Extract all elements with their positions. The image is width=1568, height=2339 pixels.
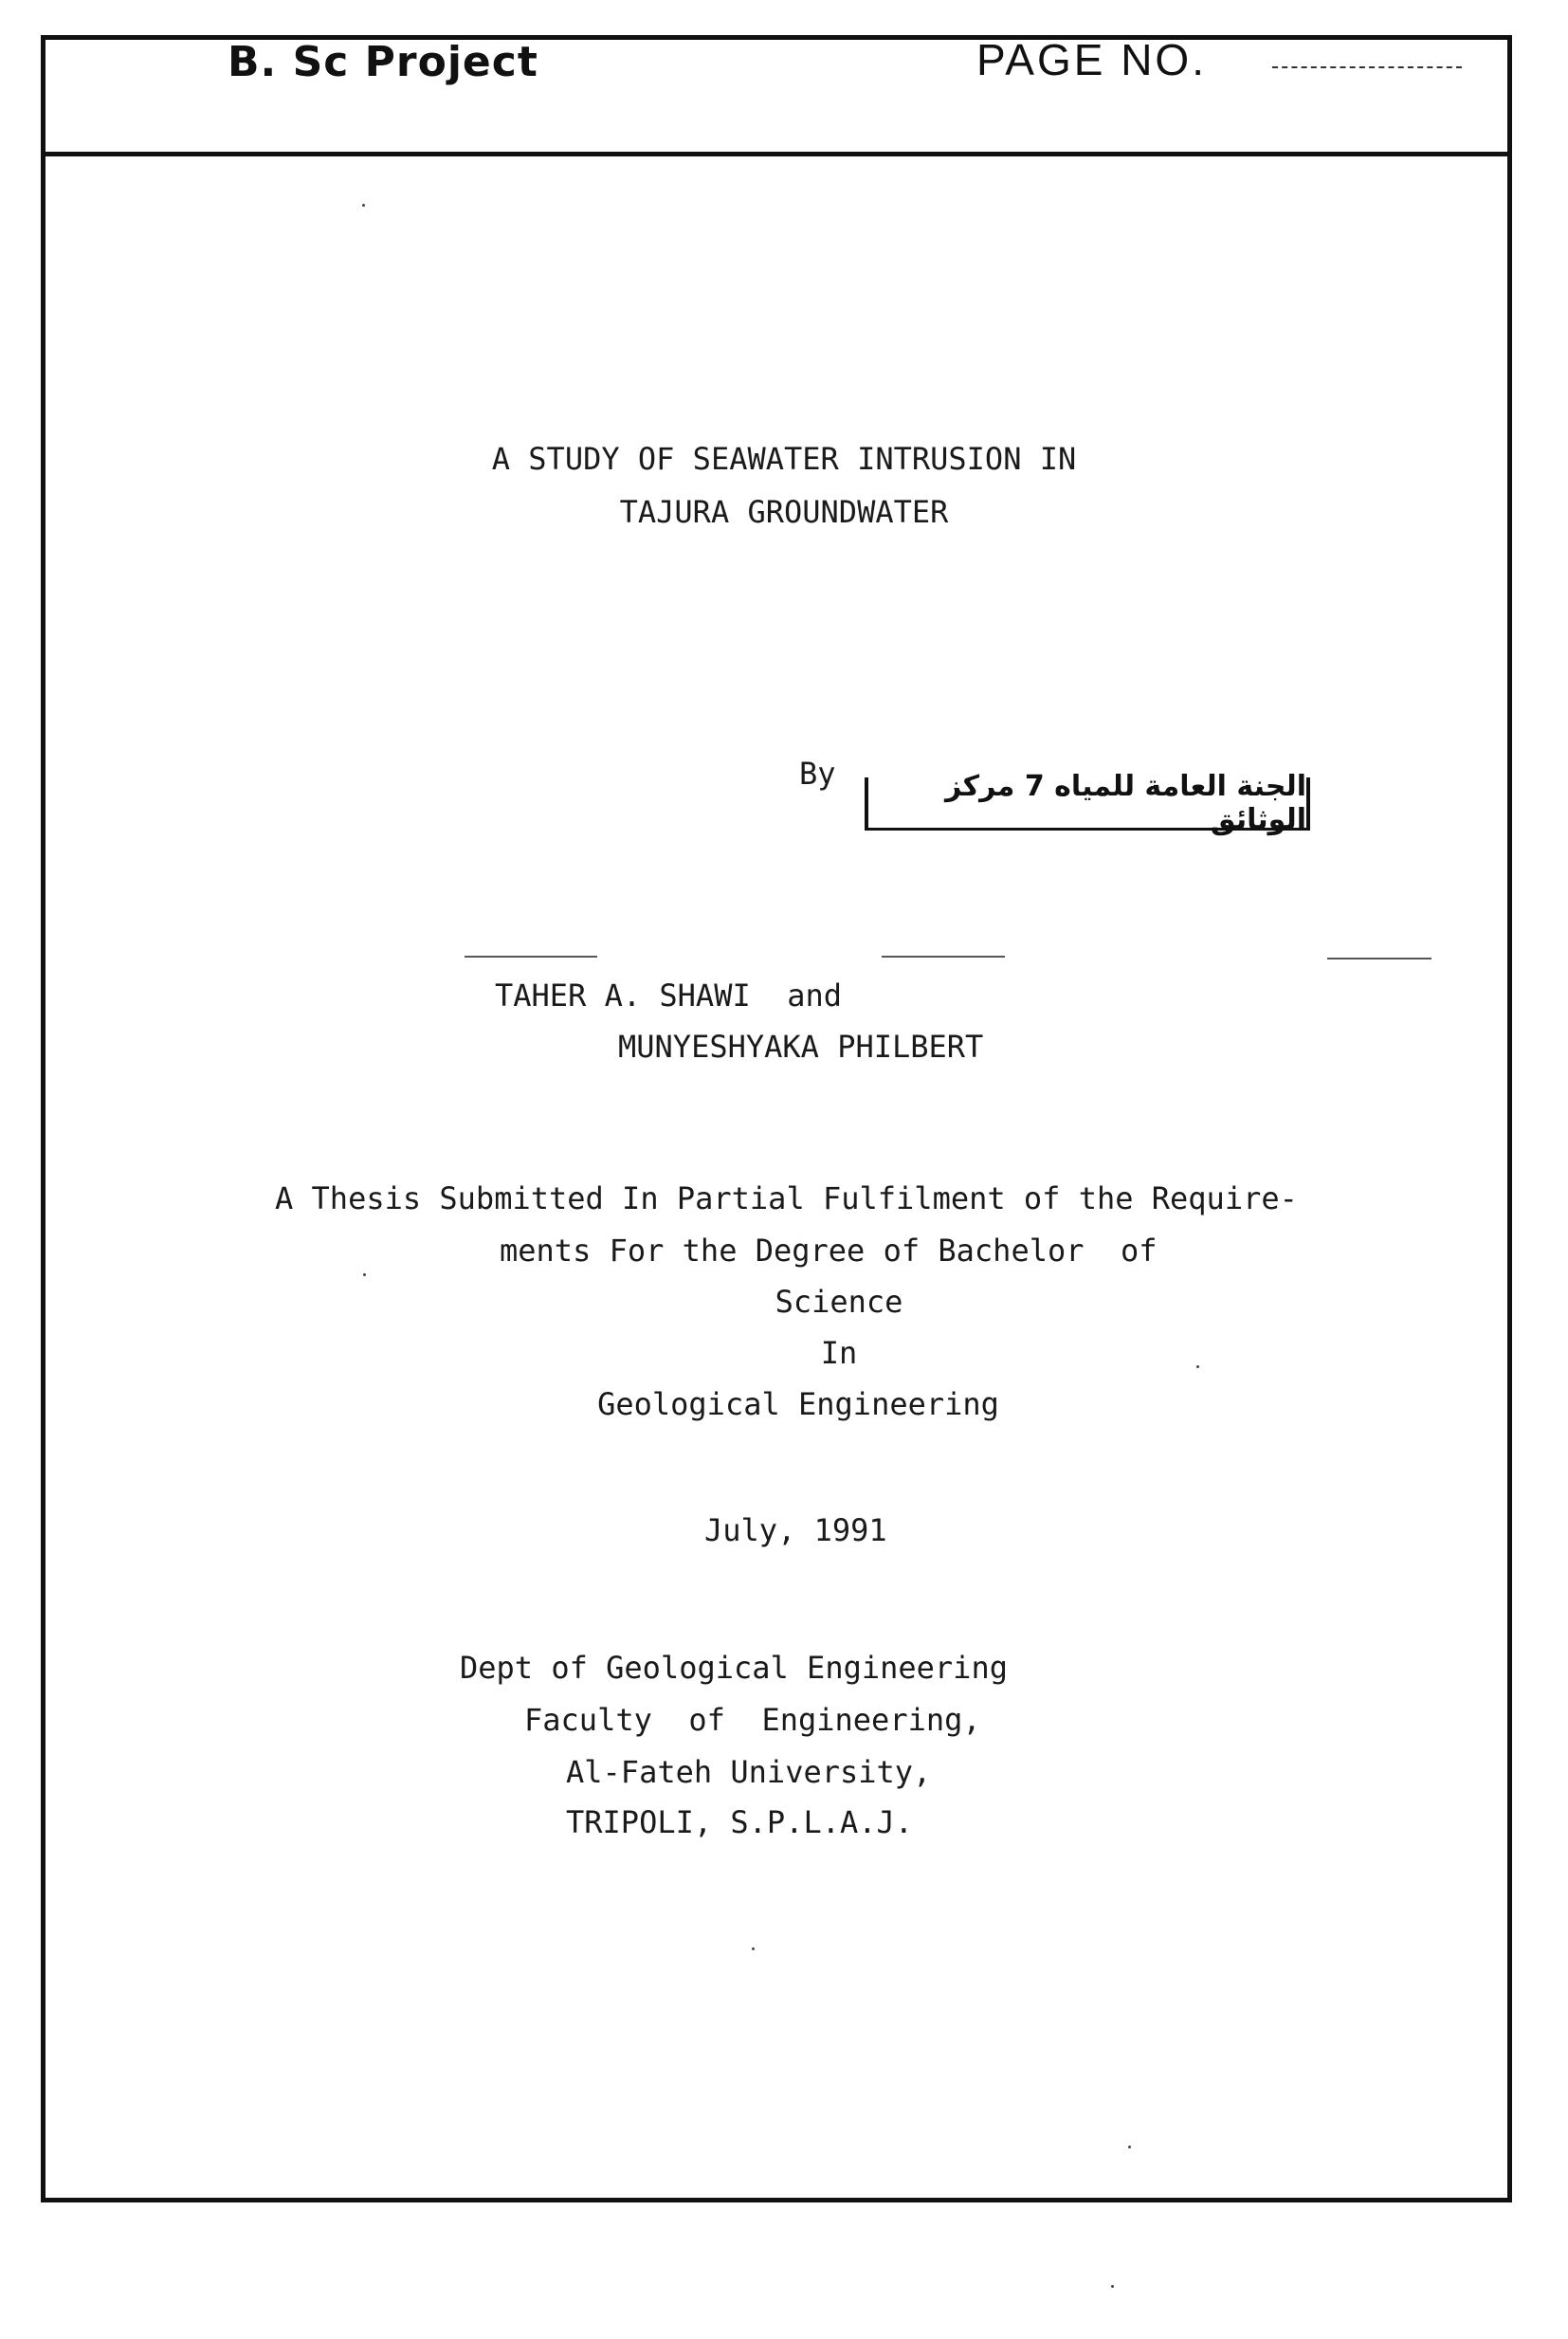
smudge-line [465,956,597,958]
institution-line-1: Dept of Geological Engineering [460,1650,1008,1686]
title-line-2: TAJURA GROUNDWATER [619,494,949,530]
page-number-blank [1272,66,1462,68]
scan-speck [752,1947,755,1950]
scan-speck [1111,2285,1114,2288]
smudge-line [882,956,1005,958]
by-label: By [799,756,836,792]
smudge-line [1327,958,1431,959]
institution-line-4: TRIPOLI, S.P.L.A.J. [566,1804,914,1840]
title-line-1: A STUDY OF SEAWATER INTRUSION IN [491,441,1077,477]
thesis-line-5: Geological Engineering [597,1386,999,1422]
date: July, 1991 [704,1512,887,1548]
scan-speck [1128,2146,1131,2148]
institution-line-3: Al-Fateh University, [566,1754,932,1790]
project-label: B. Sc Project [228,38,538,86]
institution-line-2: Faculty of Engineering, [524,1702,981,1738]
thesis-line-2: ments For the Degree of Bachelor of [500,1233,1158,1269]
archive-stamp: الجنة العامة للمياه 7 مركز الوثائق [865,777,1310,831]
page-number-label: PAGE NO. [976,35,1207,84]
scan-speck [363,1273,366,1276]
thesis-line-4: In [820,1335,858,1371]
author-line-2: MUNYESHYAKA PHILBERT [618,1029,984,1065]
scan-speck [1196,1365,1199,1368]
thesis-line-3: Science [775,1284,903,1320]
header-divider [46,152,1507,156]
author-line-1: TAHER A. SHAWI and [495,978,843,1014]
page-border [41,35,1512,2202]
thesis-line-1: A Thesis Submitted In Partial Fulfilment of the Require- [275,1180,1298,1216]
scan-speck [362,204,365,207]
